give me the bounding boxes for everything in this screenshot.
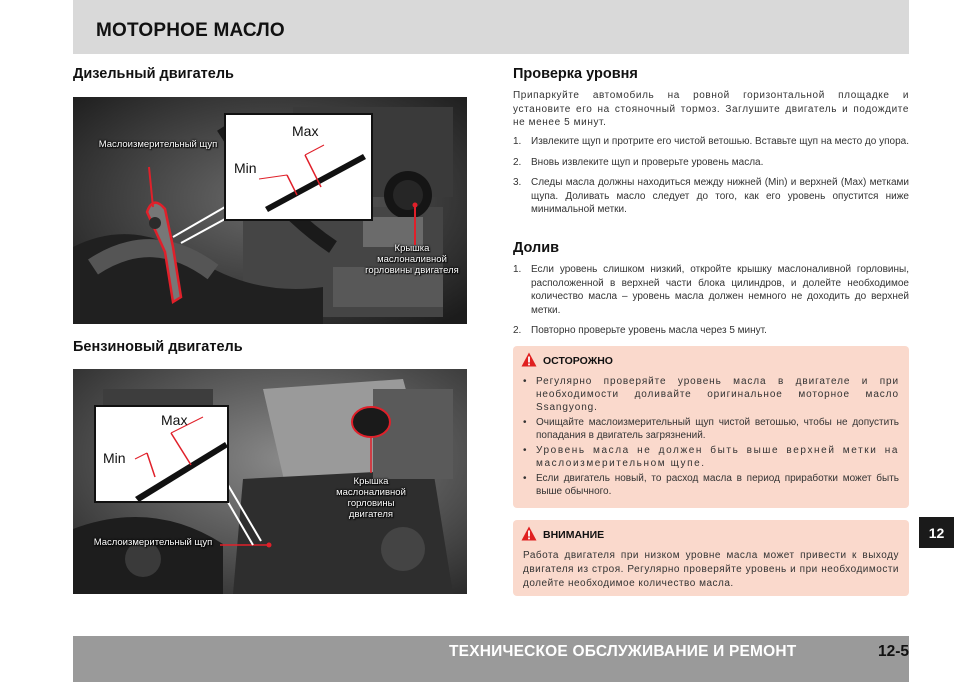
caution-box [513,346,909,508]
page-number: 12-5 [878,643,910,660]
list-item: • Очищайте маслоизмерительный щуп чистой ветошью, чтобы не допустить попадания в двигатель загрязнений. [523,417,899,441]
check-steps [513,135,909,224]
refill-heading: Долив [513,240,560,256]
list-item: • Регулярно проверяйте уровень масла в двигателе и при необходимости доливайте оригинальное моторное масло Ssangyong. [523,376,899,413]
caution-title: ОСТОРОЖНО [543,355,613,367]
diesel-engine-illustration [73,97,467,324]
petrol-heading: Бензиновый двигатель [73,339,243,355]
caution-list [523,375,899,500]
list-item: 3. Следы масла должны находиться между нижней (Min) и верхней (Max) метками щупа. Доливать масло следует до того, как его уровень опустится ниже минимальной метки. [513,177,909,215]
check-intro: Припаркуйте автомобиль на ровной горизонтальной площадке и установите его на стояночный тормоз. Заглушите двигатель и подождите не менее 5 минут. [513,90,909,128]
diesel-engine-photo [73,97,467,324]
page-title: МОТОРНОЕ МАСЛО [96,20,285,41]
list-item: • Уровень масла не должен быть выше верхней метки на маслоизмерительном щупе. [523,445,899,469]
warning-triangle-icon [521,352,537,367]
petrol-cap-callout: Крышка маслоналивной горловины двигателя [336,476,406,520]
petrol-max-label: Max [161,412,188,428]
footer-title: ТЕХНИЧЕСКОЕ ОБСЛУЖИВАНИЕ И РЕМОНТ [449,643,797,660]
diesel-max-label: Max [292,123,319,139]
diesel-dipstick-callout: Маслоизмерительный щуп [98,139,218,150]
list-item: 1. Если уровень слишком низкий, откройте крышку маслоналивной горловины, расположенной в верхней части блока цилиндров, и долейте необходимое количество масла – уровень масла должен немного не доходить до верхней метки. [513,264,909,316]
warning-triangle-icon [521,526,537,541]
attention-title: ВНИМАНИЕ [543,529,605,541]
petrol-min-label: Min [103,450,126,466]
refill-steps [513,263,909,345]
petrol-dipstick-callout: Маслоизмерительный щуп [93,537,213,548]
diesel-heading: Дизельный двигатель [73,66,234,82]
list-item: 2. Повторно проверьте уровень масла через 5 минут. [513,325,767,336]
attention-text: Работа двигателя при низком уровне масла может привести к выходу двигателя из строя. Регулярно проверяйте уровень и при необходимости долейте необходимое количество масла. [523,550,899,589]
list-item: • Если двигатель новый, то расход масла в период приработки может быть выше обычного. [523,473,899,497]
list-item: 2. Вновь извлеките щуп и проверьте уровень масла. [513,156,764,168]
check-heading: Проверка уровня [513,66,638,82]
attention-box [513,520,909,596]
diesel-cap-callout: Крышка маслоналивной горловины двигателя [365,243,459,276]
list-item: 1. Извлеките щуп и протрите его чистой ветошью. Вставьте щуп на место до упора. [513,136,909,147]
chapter-tab: 12 [919,517,954,548]
diesel-min-label: Min [234,160,257,176]
